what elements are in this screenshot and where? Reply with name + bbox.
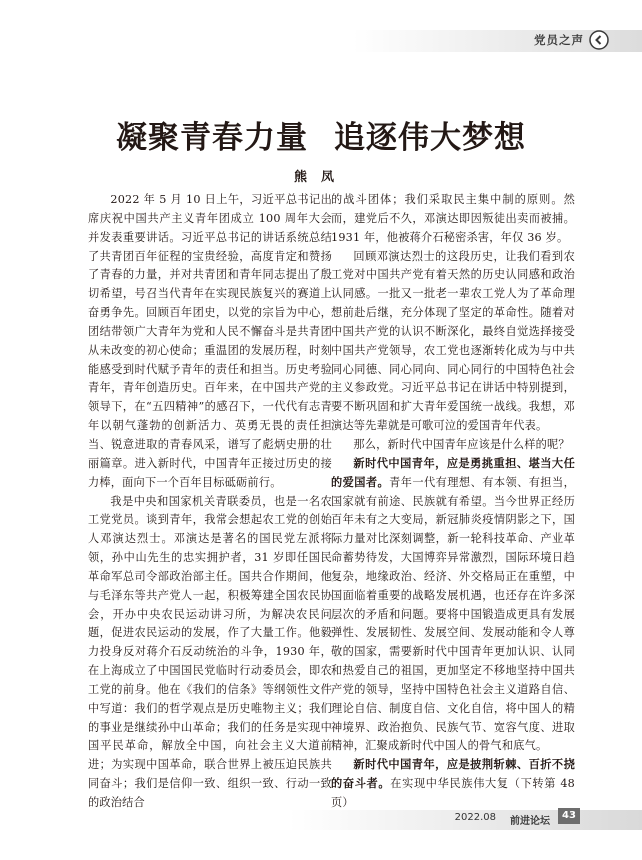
left-column xyxy=(88,191,332,813)
paragraph-body: 在实现中华民族伟大复（下转第 48 页） xyxy=(331,777,575,809)
page-number: 43 xyxy=(558,808,580,824)
paragraph xyxy=(331,756,575,813)
paragraph xyxy=(331,455,575,757)
right-column xyxy=(331,191,575,813)
paragraph-lead: 新时代中国青年，应是披荆斩棘、百折不挠的奋斗者。 xyxy=(331,758,575,791)
section-label: 党员之声 xyxy=(534,33,584,47)
paragraph: 我是中央和国家机关青联委员，也是一名农工党党员。谈到青年，我常会想起农工党的创始人邓演达烈士。邓演达是著名的国民党左派将领，孙中山先生的忠实拥护者，31 岁即任国民革命军总司令部政治部主任。国共合作期间，他与毛泽东等共产党人一起，积极筹建全国农民协会，开办中央农民运动讲习所，为解决农民问题，促进农民运动的发展，作了大量工作。他毅力投身反对蒋介石反动统治的斗争，1930 年，在上海成立了中国国民党临时行动委员会，即农工党的前身。他在《我们的信条》等纲领性文件中写道：我们的哲学观点是历史唯物主义；我们的事业是继续孙中山革命；我们的任务是实现中国平民革命，解放全中国，向社会主义大道前进；为实现中国革命，联合世界上被压迫民族共同奋斗；我们是信仰一致、组织一致、行动一致的政治结合 xyxy=(88,494,332,809)
paragraph-body: 青年一代有理想、有本领、有担当，国家就有前途、民族就有希望。当今世界正经历百年未有之大变局，新冠肺炎疫情阴影之下，国际力量对比深刻调整，新一轮科技革命、产业革命蓄势待发，大国博弈异常激烈，国际环境日趋复杂，地缘政治、经济、外交格局正在重塑，中国面临着重要的战略发展机遇，也还存在许多深层次的矛盾和问题。要将中国锻造成更具有发展弹性、发展韧性、发展空间、发展动能和令人尊敬的国家，需要新时代中国青年更加认识、认同和热爱自己的祖国，更加坚定不移地坚持中国共产党的领导，坚持中国特色社会主义道路自信、理论自信、制度自信、文化自信，将中国人的精神境界、政治抱负、民族气节、宽容气度、进取精神，汇聚成新时代中国人的骨气和底气。 xyxy=(331,475,575,753)
paragraph-lead: 新时代中国青年，应是勇挑重担、堪当大任的爱国者。 xyxy=(331,456,575,489)
paragraph-question: 那么，新时代中国青年应该是什么样的呢？ xyxy=(353,437,570,451)
paragraph: 回顾邓演达烈士的这段历史，让我们看到农工党对中国共产党有着天然的历史认同感和政治认同感。一批又一批老一辈农工党人为了革命理想前赴后继，充分体现了坚定的革命性。随着对中国共产党的认识不断深化，最终自觉选择接受中国共产党领导，农工党也逐渐转化成为与中共同心同德、同心同向、同心同行的中国特色社会主义参政党。习近平总书记在讲话中特别提到，要不断巩固和扩大青年爱国统一战线。我想，邓演达等先辈就是可歌可泣的爱国青年代表。 xyxy=(331,249,575,433)
issue-number: 2022.08 xyxy=(454,812,496,823)
article-title xyxy=(0,112,642,157)
title-part-1: 凝聚青春力量 xyxy=(116,120,308,156)
title-part-2: 追逐伟大梦想 xyxy=(334,120,526,156)
arrow-circle-icon xyxy=(588,29,610,51)
magazine-name: 前进论坛 xyxy=(510,816,550,827)
author-name: 熊凤 xyxy=(293,170,348,185)
paragraph: 2022 年 5 月 10 日上午，习近平总书记出席庆祝中国共产主义青年团成立 100 周年大会并发表重要讲话。习近平总书记的讲话系统总结了共青团百年征程的宝贵经验，高度肯定和赞扬了青春的力量，并对共青团和青年同志提出了殷切希望，号召当代青年在实现民族复兴的赛道上奋勇争先。回顾百年团史，以党的宗旨为中心，团结带领广大青年为党和人民不懈奋斗是共青团从未改变的初心使命；重温团的发展历程，时刻能感受到时代赋予青年的责任和担当。历史考验青年，青年创造历史。百年来，在中国共产党的领导下，在“五四精神”的感召下，一代代有志青年以朝气蓬勃的创新活力、英勇无畏的责任担当、锐意进取的青春风采，谱写了彪炳史册的壮丽篇章。进入新时代，中国青年正接过历史的接力棒，面向下一个百年目标砥砺前行。 xyxy=(88,193,332,489)
paragraph-continued: 的战斗团体；我们采取民主集中制的原则。然而，建党后不久，邓演达即因叛徒出卖而被捕。1931 年，他被蒋介石秘密杀害，年仅 36 岁。 xyxy=(331,193,575,244)
